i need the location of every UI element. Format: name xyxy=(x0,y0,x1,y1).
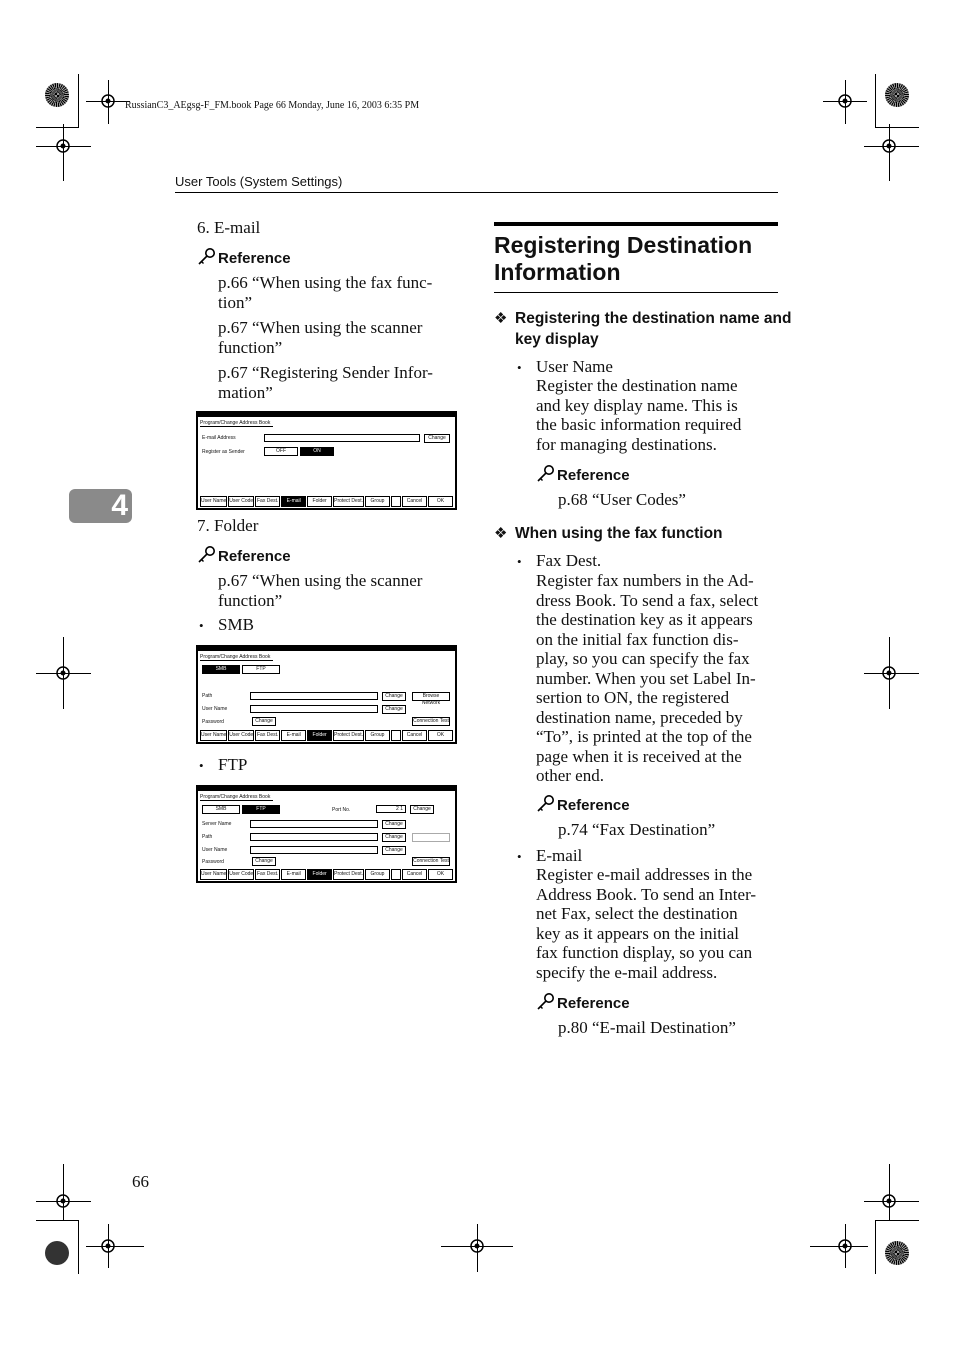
registration-disc-icon xyxy=(45,1241,69,1265)
tab-folder[interactable]: Folder xyxy=(307,730,332,741)
panel-tabs xyxy=(200,496,453,507)
port-number-field[interactable]: 2 1 xyxy=(376,805,406,813)
tab-user-code[interactable]: User Code xyxy=(228,496,254,507)
tab-protect-dest[interactable]: Protect Dest. xyxy=(333,869,364,880)
email-address-label: E-mail Address xyxy=(202,435,236,441)
tab-group[interactable]: Group xyxy=(365,496,390,507)
bullet-dot: • xyxy=(517,360,522,375)
smb-settings-panel xyxy=(196,645,457,744)
user-name-label: User Name xyxy=(202,706,228,712)
path-field[interactable] xyxy=(250,692,378,700)
folder-item: 7. Folder xyxy=(197,516,259,535)
key-icon xyxy=(536,464,556,482)
registration-crosshair-icon xyxy=(835,91,855,111)
email-reference xyxy=(197,247,291,268)
tab-fax-dest[interactable]: Fax Dest. xyxy=(255,730,280,741)
bullet-dot: • xyxy=(517,554,522,569)
reference-title: Reference xyxy=(557,995,630,1012)
fax-dest-description: Register fax numbers in the Ad- dress Book. To send a fax, select the destination key as it appears on the initial fax function dis- play, so you can specify the fax number. When you set Label In- sertion to ON, the registered destination name, preceded by “To”, is printed at the top of the page when it is received at the other end. xyxy=(536,571,759,785)
registration-crosshair-icon xyxy=(53,136,73,156)
tab-user-name[interactable]: User Name xyxy=(200,496,227,507)
tab-cancel[interactable]: Cancel xyxy=(402,496,427,507)
bullet-dot: • xyxy=(199,758,204,773)
connection-test-button[interactable]: Connection Test xyxy=(413,858,449,864)
tab-protect-dest[interactable]: Protect Dest. xyxy=(333,496,364,507)
key-icon xyxy=(536,794,556,812)
email-address-field[interactable] xyxy=(264,434,420,442)
sender-on-button[interactable]: ON xyxy=(300,447,334,456)
ftp-bullet: FTP xyxy=(218,755,248,774)
folder-reference xyxy=(197,545,291,566)
tab-scroll[interactable] xyxy=(391,496,401,507)
reference-title: Reference xyxy=(218,548,291,565)
registration-crosshair-icon xyxy=(467,1236,487,1256)
tab-fax-dest[interactable]: Fax Dest. xyxy=(255,496,280,507)
reference-title: Reference xyxy=(557,467,630,484)
reference-title: Reference xyxy=(218,250,291,267)
registration-disc-icon xyxy=(885,1241,909,1265)
user-name-field[interactable] xyxy=(250,846,378,854)
tab-group[interactable]: Group xyxy=(365,730,390,741)
email-bullet: E-mail xyxy=(536,846,583,865)
panel-tabs xyxy=(200,869,453,880)
heading-rule-bottom xyxy=(494,292,778,293)
browse-network-button-disabled xyxy=(412,833,450,842)
change-button[interactable]: Change xyxy=(382,846,406,855)
panel-title: Program/Change Address Book xyxy=(200,794,273,801)
reference-text: p.68 “User Codes” xyxy=(558,490,686,509)
password-label: Password xyxy=(202,719,224,725)
registration-crosshair-icon xyxy=(98,1236,118,1256)
change-button[interactable]: Change xyxy=(382,692,406,701)
subsection-title-destination-name: Registering the destination name and key display xyxy=(515,310,792,348)
tab-group[interactable]: Group xyxy=(365,869,390,880)
running-head: User Tools (System Settings) xyxy=(175,174,343,189)
user-reference xyxy=(536,464,630,485)
diamond-bullet-icon: ❖ xyxy=(494,526,508,542)
fax-dest-bullet: Fax Dest. xyxy=(536,551,602,570)
tab-user-code[interactable]: User Code xyxy=(228,730,254,741)
subsection-title-fax-function: When using the fax function xyxy=(515,525,723,542)
file-stamp: RussianC3_AEgsg-F_FM.book Page 66 Monday, June 16, 2003 6:35 PM xyxy=(125,100,420,111)
reference-title: Reference xyxy=(557,797,630,814)
section-heading: Registering Destination Information xyxy=(494,232,753,285)
reference-text: p.80 “E-mail Destination” xyxy=(558,1018,736,1037)
tab-ok[interactable]: OK xyxy=(428,496,453,507)
change-button[interactable]: Change xyxy=(382,820,406,829)
change-button[interactable]: Change xyxy=(410,805,434,814)
header-rule xyxy=(175,192,778,193)
tab-protect-dest[interactable]: Protect Dest. xyxy=(333,730,364,741)
ftp-button[interactable]: FTP xyxy=(242,665,280,674)
path-label: Path xyxy=(202,834,213,840)
reference-text: p.74 “Fax Destination” xyxy=(558,820,716,839)
reference-text: p.66 “When using the fax func- tion” xyxy=(218,273,433,312)
tab-user-name[interactable]: User Name xyxy=(200,869,227,880)
change-button[interactable]: Change xyxy=(382,833,406,842)
key-icon xyxy=(536,992,556,1010)
registration-disc-icon xyxy=(885,83,909,107)
email-reference-right xyxy=(536,992,630,1013)
register-as-sender-label: Register as Sender xyxy=(202,449,245,455)
server-name-label: Server Name xyxy=(202,821,232,827)
change-button[interactable]: Change xyxy=(382,705,406,714)
smb-button[interactable]: SMB xyxy=(202,665,240,674)
ftp-settings-panel xyxy=(196,785,457,883)
email-settings-panel xyxy=(196,411,457,510)
registration-disc-icon xyxy=(45,83,69,107)
sender-off-button[interactable]: OFF xyxy=(264,447,298,456)
registration-crosshair-icon xyxy=(879,1191,899,1211)
tab-cancel[interactable]: Cancel xyxy=(402,869,427,880)
server-name-field[interactable] xyxy=(250,820,378,828)
user-name-field[interactable] xyxy=(250,705,378,713)
smb-button[interactable]: SMB xyxy=(202,805,240,814)
tab-fax-dest[interactable]: Fax Dest. xyxy=(255,869,280,880)
registration-crosshair-icon xyxy=(879,663,899,683)
key-icon xyxy=(197,545,217,563)
tab-ok[interactable]: OK xyxy=(428,869,453,880)
password-label: Password xyxy=(202,859,224,865)
tab-cancel[interactable]: Cancel xyxy=(402,730,427,741)
smb-bullet: SMB xyxy=(218,615,254,634)
ftp-button[interactable]: FTP xyxy=(242,805,280,814)
registration-crosshair-icon xyxy=(835,1236,855,1256)
bullet-dot: • xyxy=(517,849,522,864)
registration-crosshair-icon xyxy=(879,136,899,156)
email-description: Register e-mail addresses in the Address Book. To send an Inter- net Fax, select the destination key as it appears on the initial fax function display, so you can specify the e-mail address. xyxy=(536,865,757,982)
key-icon xyxy=(197,247,217,265)
browse-network-button[interactable]: Browse Network xyxy=(412,692,450,701)
tab-user-code[interactable]: User Code xyxy=(228,869,254,880)
fax-reference xyxy=(536,794,630,815)
change-button[interactable]: Change xyxy=(424,434,450,443)
panel-title: Program/Change Address Book xyxy=(200,654,273,661)
panel-tabs xyxy=(200,730,453,741)
tab-scroll[interactable] xyxy=(391,869,401,880)
diamond-bullet-icon: ❖ xyxy=(494,311,508,327)
registration-crosshair-icon xyxy=(53,663,73,683)
tab-folder[interactable]: Folder xyxy=(307,496,332,507)
registration-crosshair-icon xyxy=(98,91,118,111)
reference-text: p.67 “When using the scanner function” xyxy=(218,318,423,357)
change-button[interactable]: Change xyxy=(252,857,276,866)
port-number-label: Port No. xyxy=(332,807,351,813)
user-name-label: User Name xyxy=(202,847,228,853)
reference-text: p.67 “Registering Sender Infor- mation” xyxy=(218,363,433,402)
path-field[interactable] xyxy=(250,833,378,841)
bullet-dot: • xyxy=(199,618,204,633)
chapter-tab: 4 xyxy=(69,489,132,523)
page-number: 66 xyxy=(132,1172,149,1191)
reference-text: p.67 “When using the scanner function” xyxy=(218,571,423,610)
tab-email[interactable]: E-mail xyxy=(281,730,306,741)
tab-email[interactable]: E-mail xyxy=(281,869,306,880)
tab-ok[interactable]: OK xyxy=(428,730,453,741)
user-name-description: Register the destination name and key display name. This is the basic information required for managing destinations. xyxy=(536,376,742,454)
change-button[interactable]: Change xyxy=(252,717,276,726)
tab-email[interactable]: E-mail xyxy=(281,496,306,507)
tab-scroll[interactable] xyxy=(391,730,401,741)
email-item: 6. E-mail xyxy=(197,218,261,237)
tab-user-name[interactable]: User Name xyxy=(200,730,227,741)
tab-folder[interactable]: Folder xyxy=(307,869,332,880)
panel-title: Program/Change Address Book xyxy=(200,420,273,427)
path-label: Path xyxy=(202,693,213,699)
registration-crosshair-icon xyxy=(53,1191,73,1211)
heading-rule-top xyxy=(494,222,778,226)
user-name-bullet: User Name xyxy=(536,357,613,376)
connection-test-button[interactable]: Connection Test xyxy=(413,718,449,724)
